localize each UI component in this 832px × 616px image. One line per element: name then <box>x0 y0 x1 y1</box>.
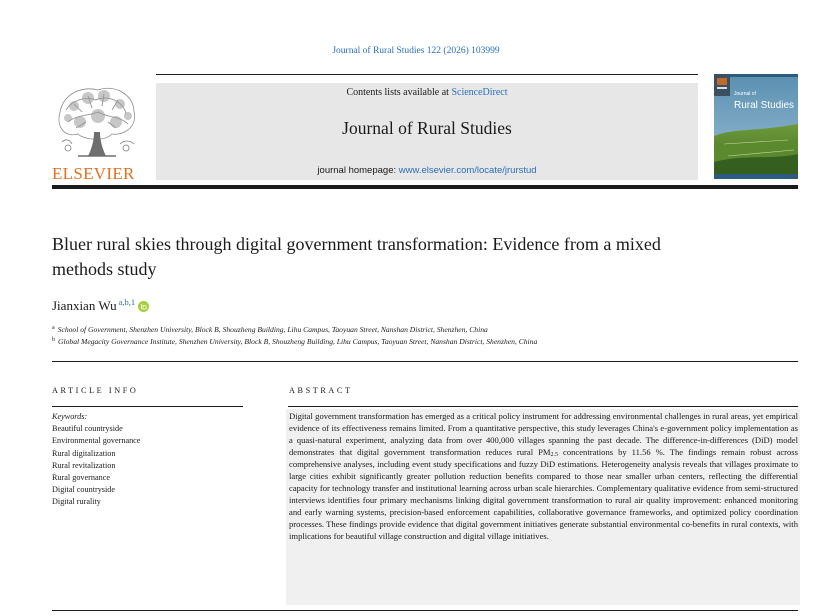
journal-homepage-link[interactable]: www.elsevier.com/locate/jrurstud <box>398 165 537 176</box>
sciencedirect-link[interactable]: ScienceDirect <box>451 87 508 98</box>
page-bottom-rule <box>52 610 798 611</box>
svg-text:Rural Studies: Rural Studies <box>734 100 795 111</box>
contents-available-line <box>156 87 698 98</box>
keyword-item: Digital rurality <box>52 497 101 507</box>
journal-cover-thumbnail[interactable] <box>714 74 798 179</box>
abstract-rule <box>288 406 798 407</box>
journal-citation-link[interactable]: Journal of Rural Studies 122 (2026) 103999 <box>332 46 500 56</box>
keyword-item: Digital countryside <box>52 485 115 495</box>
author-name[interactable]: Jianxian Wu <box>52 298 117 313</box>
keywords-block <box>52 411 242 509</box>
abstract-panel <box>286 409 800 605</box>
keyword-item: Rural governance <box>52 473 110 483</box>
orcid-icon[interactable] <box>138 300 149 316</box>
abstract-text-part-1: Digital government transformation has emerged as a critical policy instrument for addressing environmental challenges in rural areas, yet empirical evidence of its effectiveness remains limited. From a quantitative perspective, this study leverages China's e-government policy implementation as a quasi-natural experiment, analyzing data from over 400,000 villages spanning the past decade. The difference-in-differences (DiD) model demonstrates that digital government transformation reduces rural PM <box>289 411 798 457</box>
keyword-item: Environmental governance <box>52 436 141 446</box>
affiliation-mark: b <box>52 337 55 343</box>
affiliation-mark: a <box>52 325 55 331</box>
article-info-heading: ARTICLE INFO <box>52 386 139 395</box>
author-affiliation-marks[interactable]: a,b,1 <box>118 297 136 307</box>
keyword-list <box>52 423 242 508</box>
publisher-logo[interactable] <box>52 82 152 182</box>
journal-homepage-line <box>156 165 698 176</box>
author-line <box>52 297 149 316</box>
publisher-wordmark: ELSEVIER <box>52 164 135 183</box>
elsevier-tree-logo-icon <box>54 82 140 162</box>
abstract-heading: ABSTRACT <box>289 386 353 395</box>
keyword-item: Rural revitalization <box>52 460 116 470</box>
keyword-item: Rural digitalization <box>52 448 116 458</box>
affiliation-a <box>52 325 488 334</box>
masthead-bottom-rule <box>52 185 798 189</box>
svg-text:Journal of: Journal of <box>734 91 756 97</box>
contents-prefix: Contents lists available at <box>346 87 452 98</box>
abstract-text-part-2: concentrations by 11.56 %. The findings remain robust across comprehensive analyses, including event study specifications and fuzzy DiD estimations. Heterogeneity analysis reveals that villages proximate to large cities exhibit significantly greater pollution reduction benefits compared to those near smaller urban centers, reflecting the differential capacity for technology transfer and institutional learning across urban scale hierarchies. Complementary qualitative evidence from semi-structured interviews identifies four primary mechanisms linking digital government transformation to rural air quality improvement: enhanced monitoring and early warning systems, precision-based enforcement capabilities, collaborative governance frameworks, and optimized policy coordination processes. These findings provide evidence that digital government initiatives generate substantial environmental co-benefits in rural contexts, with implications for beautiful village construction and digital village initiatives. <box>289 446 798 541</box>
journal-title: Journal of Rural Studies <box>342 118 512 138</box>
affiliation-text: School of Government, Shenzhen University, Block B, Shouzheng Building, Lihu Campus, Taoyuan Street, Nanshan District, Shenzhen, China <box>57 325 488 334</box>
pm-subscript: 2.5 <box>550 451 559 458</box>
article-title: Bluer rural skies through digital government transformation: Evidence from a mixed methods study <box>52 234 661 279</box>
journal-banner <box>156 83 698 180</box>
keywords-label: Keywords: <box>52 412 88 421</box>
affiliation-text: Global Megacity Governance Institute, Shenzhen University, Block B, Shouzheng Building, Lihu Campus, Taoyuan Street, Nanshan District, Shenzhen, China <box>58 337 538 346</box>
article-info-rule <box>52 406 243 407</box>
section-divider <box>52 361 798 362</box>
journal-cover-image <box>714 74 798 179</box>
affiliation-b <box>52 337 537 346</box>
journal-masthead <box>52 74 798 184</box>
homepage-prefix: journal homepage: <box>317 165 399 176</box>
abstract-text <box>289 411 798 542</box>
masthead-top-rule <box>156 74 698 75</box>
keyword-item: Beautiful countryside <box>52 424 123 434</box>
